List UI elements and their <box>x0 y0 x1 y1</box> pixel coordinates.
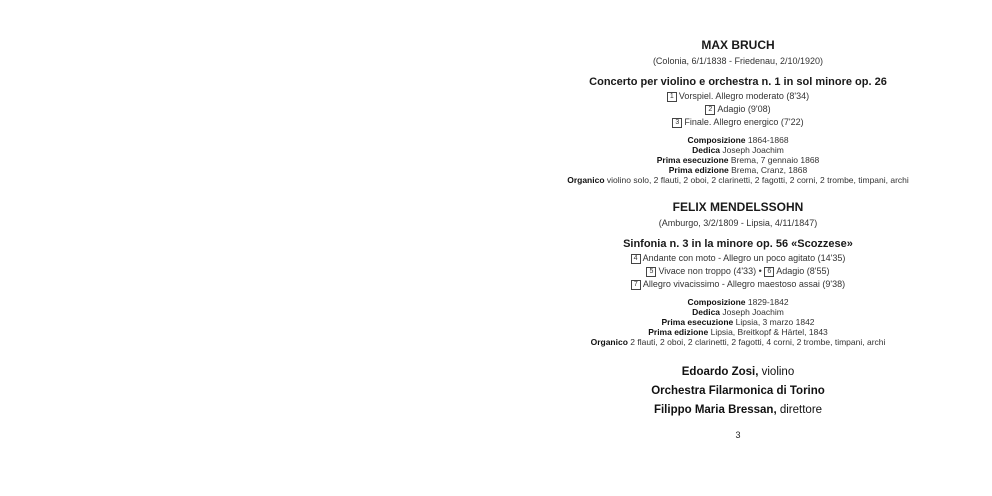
fact-line <box>490 135 986 145</box>
conductor-name: Filippo Maria Bressan, <box>653 403 777 416</box>
soloist-name: Edoardo Zosi, <box>681 365 759 378</box>
fact-line <box>490 337 986 347</box>
fact-label: Organico <box>567 174 605 185</box>
fact-label: Composizione <box>687 296 746 307</box>
conductor-role: direttore <box>779 403 823 416</box>
movement-line <box>490 91 986 102</box>
fact-value: Joseph Joachim <box>722 144 784 155</box>
orchestra-credit <box>490 382 986 401</box>
soloist-credit <box>490 363 986 382</box>
movement-line <box>490 117 986 128</box>
fact-line <box>490 317 986 327</box>
fact-label: Composizione <box>687 134 746 145</box>
fact-line <box>490 297 986 307</box>
fact-value: Lipsia, Breitkopf & Härtel, 1843 <box>710 326 828 337</box>
movement-title: Andante con moto - Allegro un poco agitato (14'35) <box>642 252 846 263</box>
fact-value: 1864-1868 <box>747 134 789 145</box>
booklet-page <box>490 39 986 449</box>
work-facts-bruch <box>490 135 986 185</box>
section-spacer <box>490 185 986 201</box>
performers-credits <box>490 363 986 420</box>
fact-label: Dedica <box>692 144 721 155</box>
fact-line <box>490 155 986 165</box>
composer-dates-mendelssohn: (Amburgo, 3/2/1809 - Lipsia, 4/11/1847) <box>658 217 818 228</box>
fact-value: 1829-1842 <box>747 296 789 307</box>
fact-value: Brema, 7 gennaio 1868 <box>730 154 820 165</box>
fact-value: Brema, Cranz, 1868 <box>731 164 808 175</box>
fact-value: Joseph Joachim <box>722 306 784 317</box>
fact-label: Prima esecuzione <box>656 154 729 165</box>
composer-name-mendelssohn: FELIX MENDELSSOHN <box>672 199 804 214</box>
movement-title: Vorspiel. Allegro moderato (8'34) <box>678 90 810 101</box>
movement-line <box>490 104 986 115</box>
track-number: 6 <box>764 267 774 277</box>
fact-value: Lipsia, 3 marzo 1842 <box>735 316 815 327</box>
movement-line <box>490 279 986 290</box>
fact-line <box>490 327 986 337</box>
fact-line <box>490 145 986 155</box>
fact-label: Dedica <box>692 306 721 317</box>
fact-line <box>490 165 986 175</box>
fact-line <box>490 307 986 317</box>
orchestra-name: Orchestra Filarmonica di Torino <box>651 384 825 397</box>
fact-label: Prima esecuzione <box>661 316 734 327</box>
movement-line <box>490 253 986 264</box>
fact-label: Organico <box>590 336 628 347</box>
track-number: 4 <box>631 254 641 264</box>
section-spacer <box>490 347 986 363</box>
bullet-separator: • <box>758 265 762 276</box>
composer-dates-bruch: (Colonia, 6/1/1838 - Friedenau, 2/10/1920) <box>652 55 824 66</box>
track-number: 1 <box>667 92 677 102</box>
fact-label: Prima edizione <box>648 326 709 337</box>
composer-name-bruch: MAX BRUCH <box>701 38 775 52</box>
movement-title: Finale. Allegro energico (7'22) <box>684 116 804 127</box>
conductor-credit <box>490 401 986 420</box>
fact-line <box>490 175 986 185</box>
movement-title: Adagio (9'08) <box>717 103 771 114</box>
page-number: 3 <box>735 429 741 440</box>
movement-title: Vivace non troppo (4'33) <box>658 265 757 276</box>
work-facts-mendelssohn <box>490 297 986 347</box>
track-number: 7 <box>631 280 641 290</box>
movement-title: Adagio (8'55) <box>776 265 830 276</box>
track-number: 3 <box>672 118 682 128</box>
soloist-role: violino <box>761 365 795 378</box>
fact-label: Prima edizione <box>668 164 729 175</box>
movement-title: Allegro vivacissimo - Allegro maestoso assai (9'38) <box>642 278 846 289</box>
track-number: 2 <box>705 105 715 115</box>
work-title-bruch: Concerto per violino e orchestra n. 1 in sol minore op. 26 <box>589 76 887 89</box>
fact-value: 2 flauti, 2 oboi, 2 clarinetti, 2 fagotti, 4 corni, 2 trombe, timpani, archi <box>630 336 886 347</box>
track-number: 5 <box>646 267 656 277</box>
fact-value: violino solo, 2 flauti, 2 oboi, 2 clarinetti, 2 fagotti, 2 corni, 2 trombe, timpani, archi <box>606 174 909 185</box>
movement-line <box>490 266 986 277</box>
work-title-mendelssohn: Sinfonia n. 3 in la minore op. 56 «Scozzese» <box>623 237 853 250</box>
